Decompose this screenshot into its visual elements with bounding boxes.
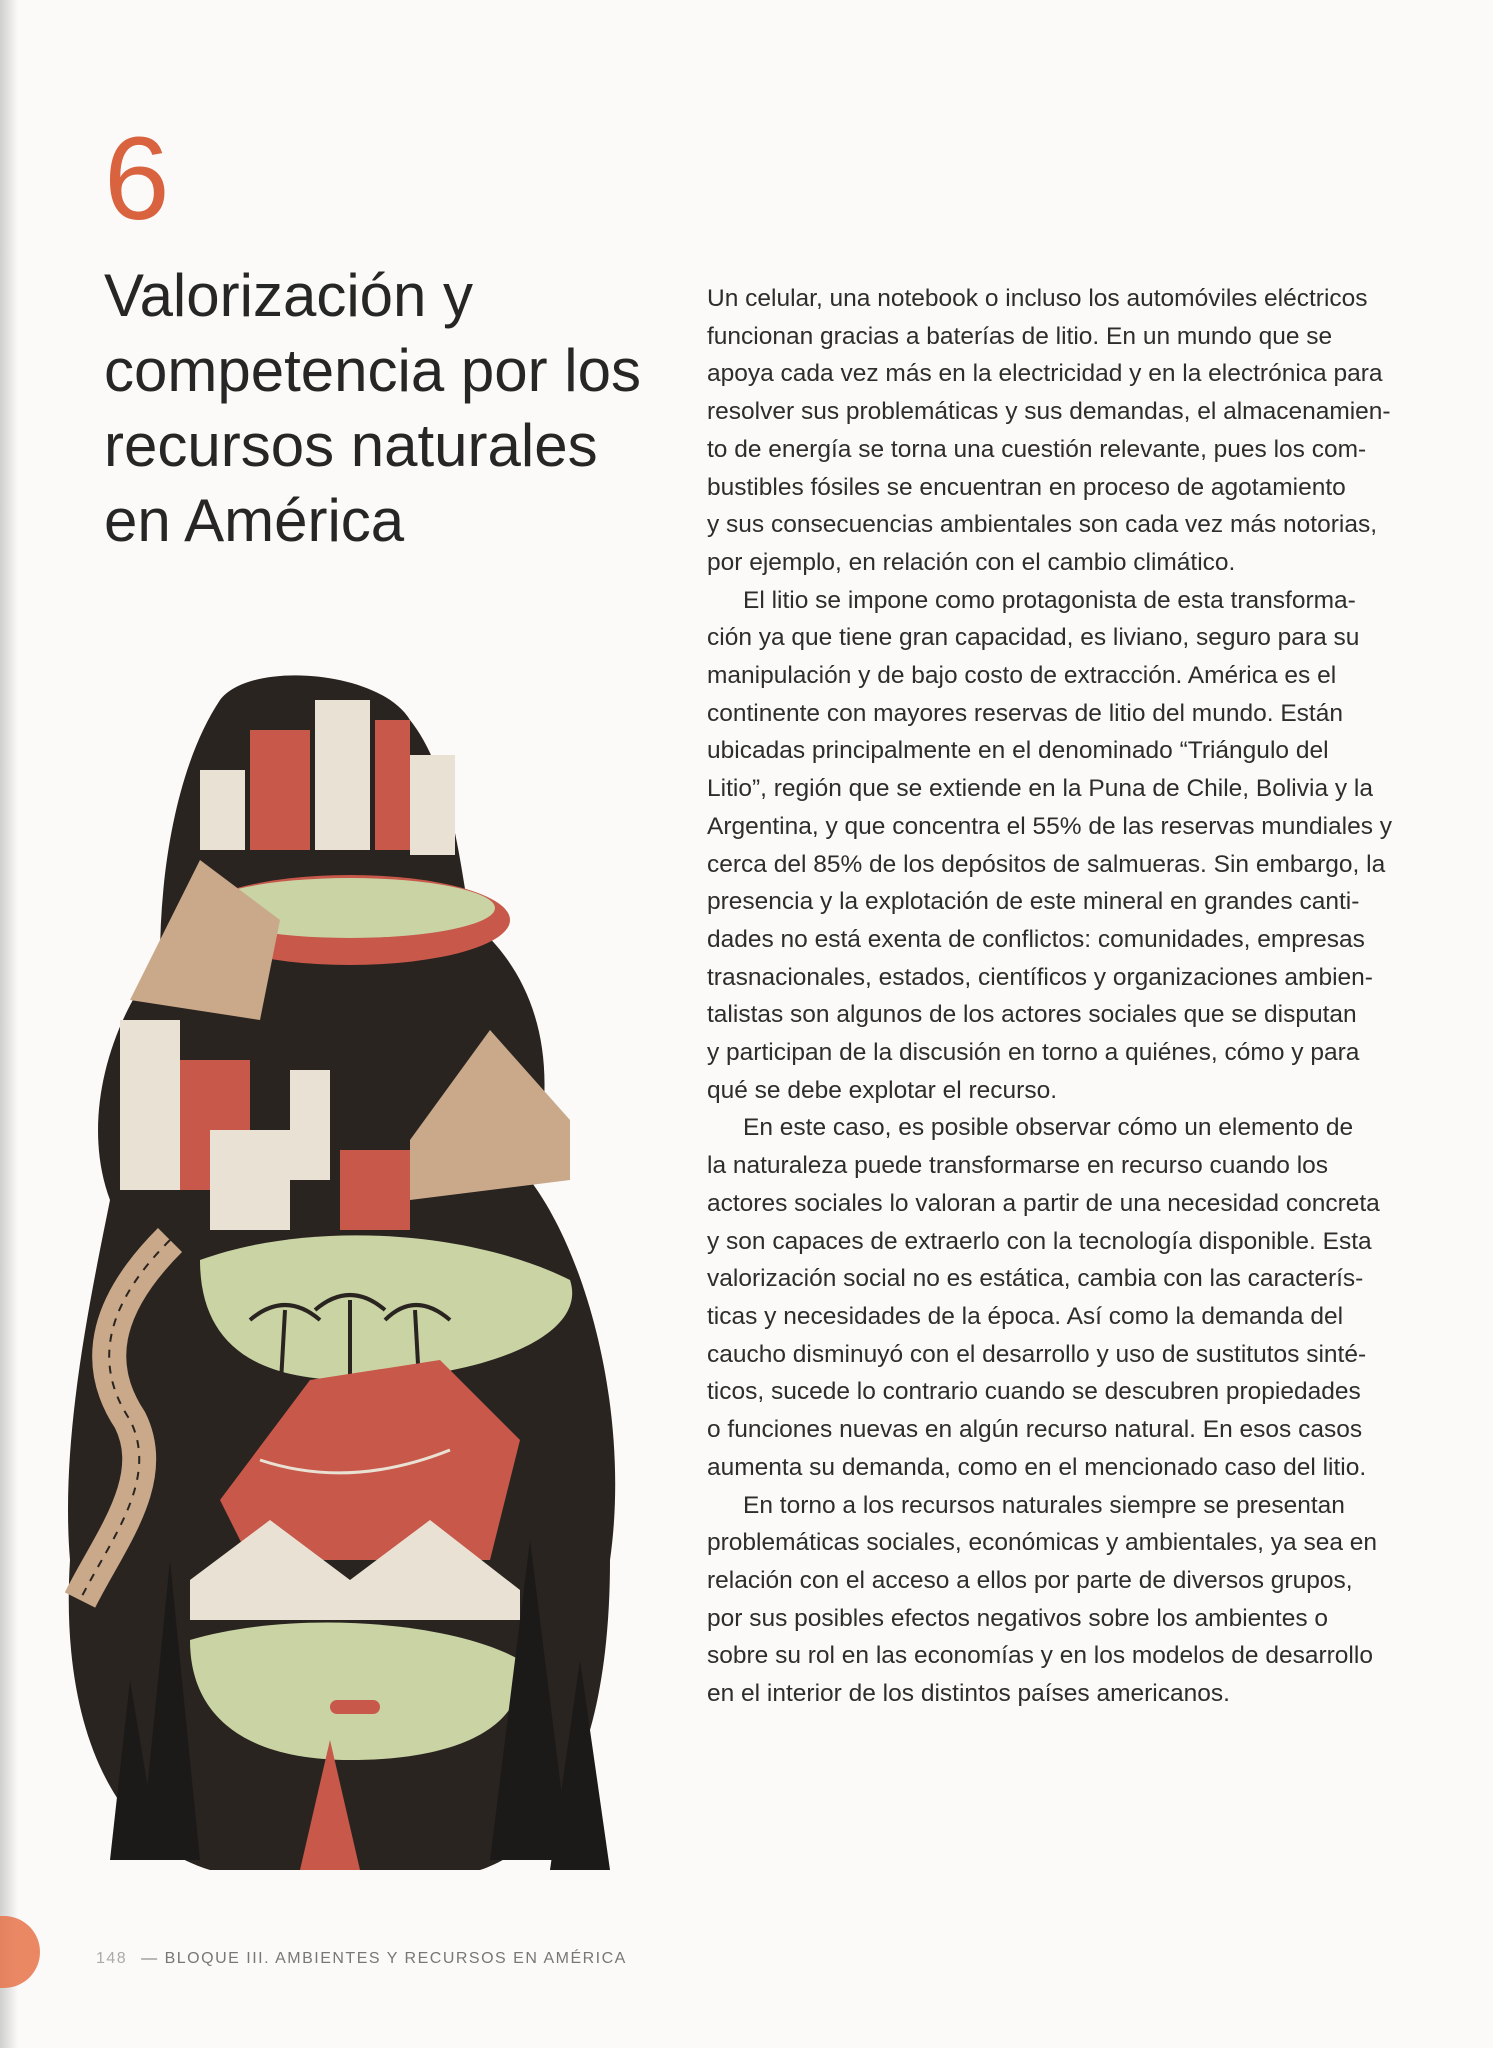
body-line: sobre su rol en las economías y en los modelos de desarrollo xyxy=(707,1642,1373,1670)
body-line: El litio se impone como protagonista de esta transforma- xyxy=(743,586,1356,614)
page-tab xyxy=(0,1916,40,1988)
body-line: manipulación y de bajo costo de extracción. América es el xyxy=(707,662,1337,690)
body-line: dades no está exenta de conflictos: comunidades, empresas xyxy=(707,925,1365,953)
body-line: actores sociales lo valoran a partir de una necesidad concreta xyxy=(707,1189,1380,1217)
body-line: y son capaces de extraerlo con la tecnología disponible. Esta xyxy=(707,1227,1372,1255)
body-paragraph xyxy=(707,1109,1427,1486)
body-line: qué se debe explotar el recurso. xyxy=(707,1076,1058,1104)
body-line: por ejemplo, en relación con el cambio climático. xyxy=(707,548,1236,576)
building xyxy=(210,1130,290,1230)
chapter-title xyxy=(104,258,694,558)
boat xyxy=(330,1700,380,1714)
body-line: aumenta su demanda, como en el mencionado caso del litio. xyxy=(707,1453,1367,1481)
body-line: talistas son algunos de los actores sociales que se disputan xyxy=(707,1001,1357,1029)
body-line: la naturaleza puede transformarse en recurso cuando los xyxy=(707,1152,1329,1180)
page-spine-shadow xyxy=(0,0,18,2048)
body-line: y sus consecuencias ambientales son cada vez más notorias, xyxy=(707,511,1378,539)
body-line: Un celular, una notebook o incluso los automóviles eléctricos xyxy=(707,285,1368,312)
body-paragraph xyxy=(707,1487,1427,1713)
body-line: funcionan gracias a baterías de litio. En un mundo que se xyxy=(707,322,1333,350)
body-line: to de energía se torna una cuestión relevante, pues los com- xyxy=(707,435,1367,463)
chapter-title-line: recursos naturales xyxy=(104,412,598,479)
body-line: En este caso, es posible observar cómo un elemento de xyxy=(743,1114,1354,1142)
body-line: En torno a los recursos naturales siempre se presentan xyxy=(743,1491,1345,1519)
body-line: por sus posibles efectos negativos sobre los ambientes o xyxy=(707,1604,1329,1632)
body-paragraph xyxy=(707,582,1427,1110)
body-line: bustibles fósiles se encuentran en proceso de agotamiento xyxy=(707,473,1346,501)
building xyxy=(315,700,370,850)
body-line: Argentina, y que concentra el 55% de las reservas mundiales y xyxy=(707,812,1393,840)
body-line: relación con el acceso a ellos por parte de diversos grupos, xyxy=(707,1566,1353,1594)
body-paragraph xyxy=(707,280,1427,582)
body-line: resolver sus problemáticas y sus demandas, el almacenamien- xyxy=(707,398,1391,426)
chapter-title-line: Valorización y xyxy=(104,262,474,329)
chapter-title-line: en América xyxy=(104,487,405,554)
body-line: y participan de la discusión en torno a quiénes, cómo y para xyxy=(707,1039,1360,1067)
footer-section: BLOQUE III. AMBIENTES Y RECURSOS EN AMÉRICA xyxy=(164,1950,627,1967)
landscape-illustration xyxy=(50,660,650,1885)
body-line: ción ya que tiene gran capacidad, es liviano, seguro para su xyxy=(707,624,1360,652)
body-line: o funciones nuevas en algún recurso natural. En esos casos xyxy=(707,1416,1363,1444)
building xyxy=(250,730,310,850)
body-line: valorización social no es estática, cambia con las caracterís- xyxy=(707,1265,1364,1293)
body-line: continente con mayores reservas de litio del mundo. Están xyxy=(707,699,1343,727)
body-text xyxy=(707,280,1427,1713)
building xyxy=(200,770,245,850)
chapter-title-line: competencia por los xyxy=(104,337,641,404)
body-line: en el interior de los distintos países americanos. xyxy=(707,1680,1230,1708)
body-line: cerca del 85% de los depósitos de salmueras. Sin embargo, la xyxy=(707,850,1386,878)
building xyxy=(290,1070,330,1180)
body-line: presencia y la explotación de este mineral en grandes canti- xyxy=(707,888,1360,916)
page-number: 148 xyxy=(96,1950,128,1967)
building xyxy=(340,1150,410,1230)
body-line: Litio”, región que se extiende en la Puna de Chile, Bolivia y la xyxy=(707,775,1373,803)
chapter-number: 6 xyxy=(104,113,170,245)
body-line: ubicadas principalmente en el denominado “Triángulo del xyxy=(707,737,1329,765)
building xyxy=(120,1020,180,1190)
building xyxy=(375,720,410,850)
body-line: ticos, sucede lo contrario cuando se descubren propiedades xyxy=(707,1378,1361,1406)
body-line: problemáticas sociales, económicas y ambientales, ya sea en xyxy=(707,1529,1378,1557)
body-line: trasnacionales, estados, científicos y organizaciones ambien- xyxy=(707,963,1373,991)
body-line: caucho disminuyó con el desarrollo y uso de sustitutos sinté- xyxy=(707,1340,1367,1368)
footer-separator: — xyxy=(141,1950,159,1967)
page-footer xyxy=(96,1950,627,1968)
building xyxy=(410,755,455,855)
body-line: ticas y necesidades de la época. Así como la demanda del xyxy=(707,1302,1344,1330)
body-line: apoya cada vez más en la electricidad y en la electrónica para xyxy=(707,360,1383,388)
